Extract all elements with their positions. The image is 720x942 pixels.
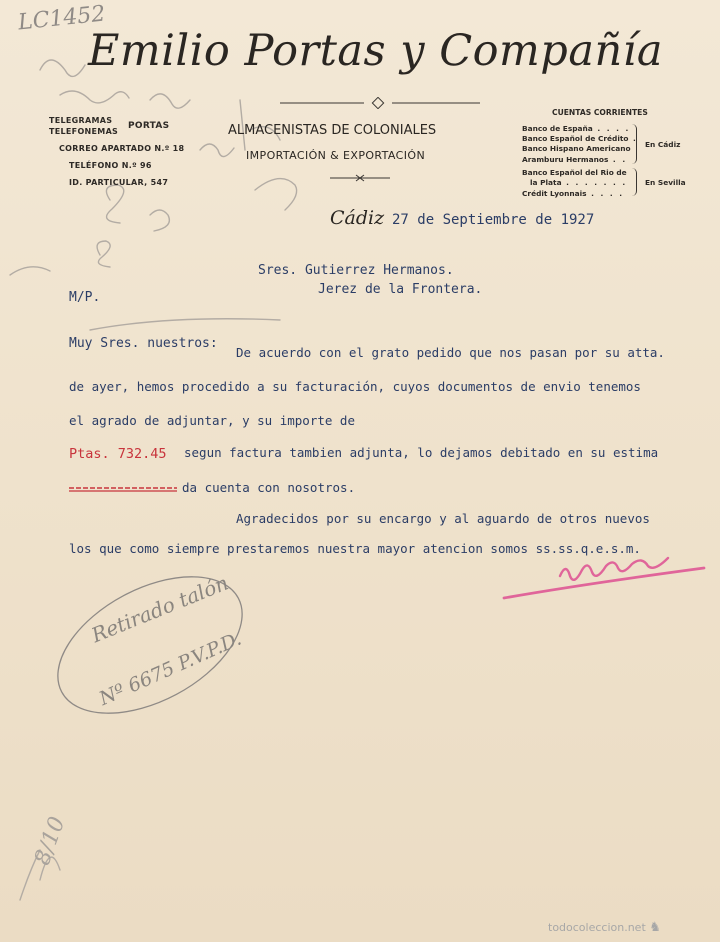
watermark: todocoleccion.net ♞ [548, 920, 661, 935]
small-ornament [330, 174, 390, 182]
brace-cadiz [632, 124, 637, 164]
body-line-6: Agradecidos por su encargo y al aguardo de otros nuevos [236, 511, 650, 526]
ornament-divider [280, 97, 480, 109]
business-type: ALMACENISTAS DE COLONIALES [228, 123, 437, 138]
body-line-7: los que como siempre prestaremos nuestra mayor atencion somos ss.ss.q.e.s.m. [69, 541, 641, 556]
struck-through-text [69, 485, 179, 493]
en-sevilla-label: En Sevilla [645, 178, 686, 187]
chess-knight-icon: ♞ [649, 920, 661, 935]
body-line-1: De acuerdo con el grato pedido que nos pasan por su atta. [236, 345, 665, 360]
pencil-reference: LC1452 [16, 1, 107, 36]
bank-item: Banco Hispano Americano [522, 144, 631, 153]
amount: Ptas. 732.45 [69, 446, 167, 462]
stamp-line-2: Nº 6675 P.V.P.D. [96, 627, 245, 711]
telegramas-label: TELEGRAMAS [49, 116, 113, 125]
body-line-4: segun factura tambien adjunta, lo dejamos debitado en su estima [184, 445, 659, 460]
stamp-line-1: Retirado talón [88, 570, 232, 648]
signature [500, 548, 715, 604]
cuentas-corrientes-title: CUENTAS CORRIENTES [552, 108, 648, 117]
brace-sevilla [632, 168, 637, 196]
bank-item: Banco de España . . . . [522, 124, 631, 133]
place: Cádiz [330, 207, 385, 229]
body-line-3: el agrado de adjuntar, y su importe de [69, 413, 355, 428]
body-line-2: de ayer, hemos procedido a su facturación, cuyos documentos de envio tenemos [69, 379, 641, 394]
bank-item: la Plata . . . . . . . [530, 178, 628, 187]
en-cadiz-label: En Cádiz [645, 140, 681, 149]
bank-item: Aramburu Hermanos . . [522, 155, 628, 164]
reference-mp: M/P. [69, 290, 101, 305]
recipient-name: Sres. Gutierrez Hermanos. [258, 263, 454, 278]
salutation: Muy Sres. nuestros: [69, 336, 218, 351]
portas-label: PORTAS [128, 121, 170, 131]
pencil-bottom-mark: 8/10 [30, 813, 71, 869]
bank-item: Banco Español de Crédito . [522, 134, 638, 143]
company-name: Emilio Portas y Compañía [88, 26, 664, 76]
letter-date: 27 de Septiembre de 1927 [392, 212, 595, 228]
body-line-5: da cuenta con nosotros. [182, 480, 356, 495]
telefonemas-label: TELEFONEMAS [49, 127, 119, 136]
correo-apartado: CORREO APARTADO N.º 18 [59, 144, 185, 153]
telefono-particular: ID. PARTICULAR, 547 [69, 178, 169, 187]
bank-item: Crédit Lyonnais . . . . [522, 189, 625, 198]
recipient-city: Jerez de la Frontera. [318, 282, 483, 297]
bank-item: Banco Español del Rio de [522, 168, 627, 177]
telefono: TELÉFONO N.º 96 [69, 161, 152, 170]
import-export: IMPORTACIÓN & EXPORTACIÓN [246, 149, 426, 162]
